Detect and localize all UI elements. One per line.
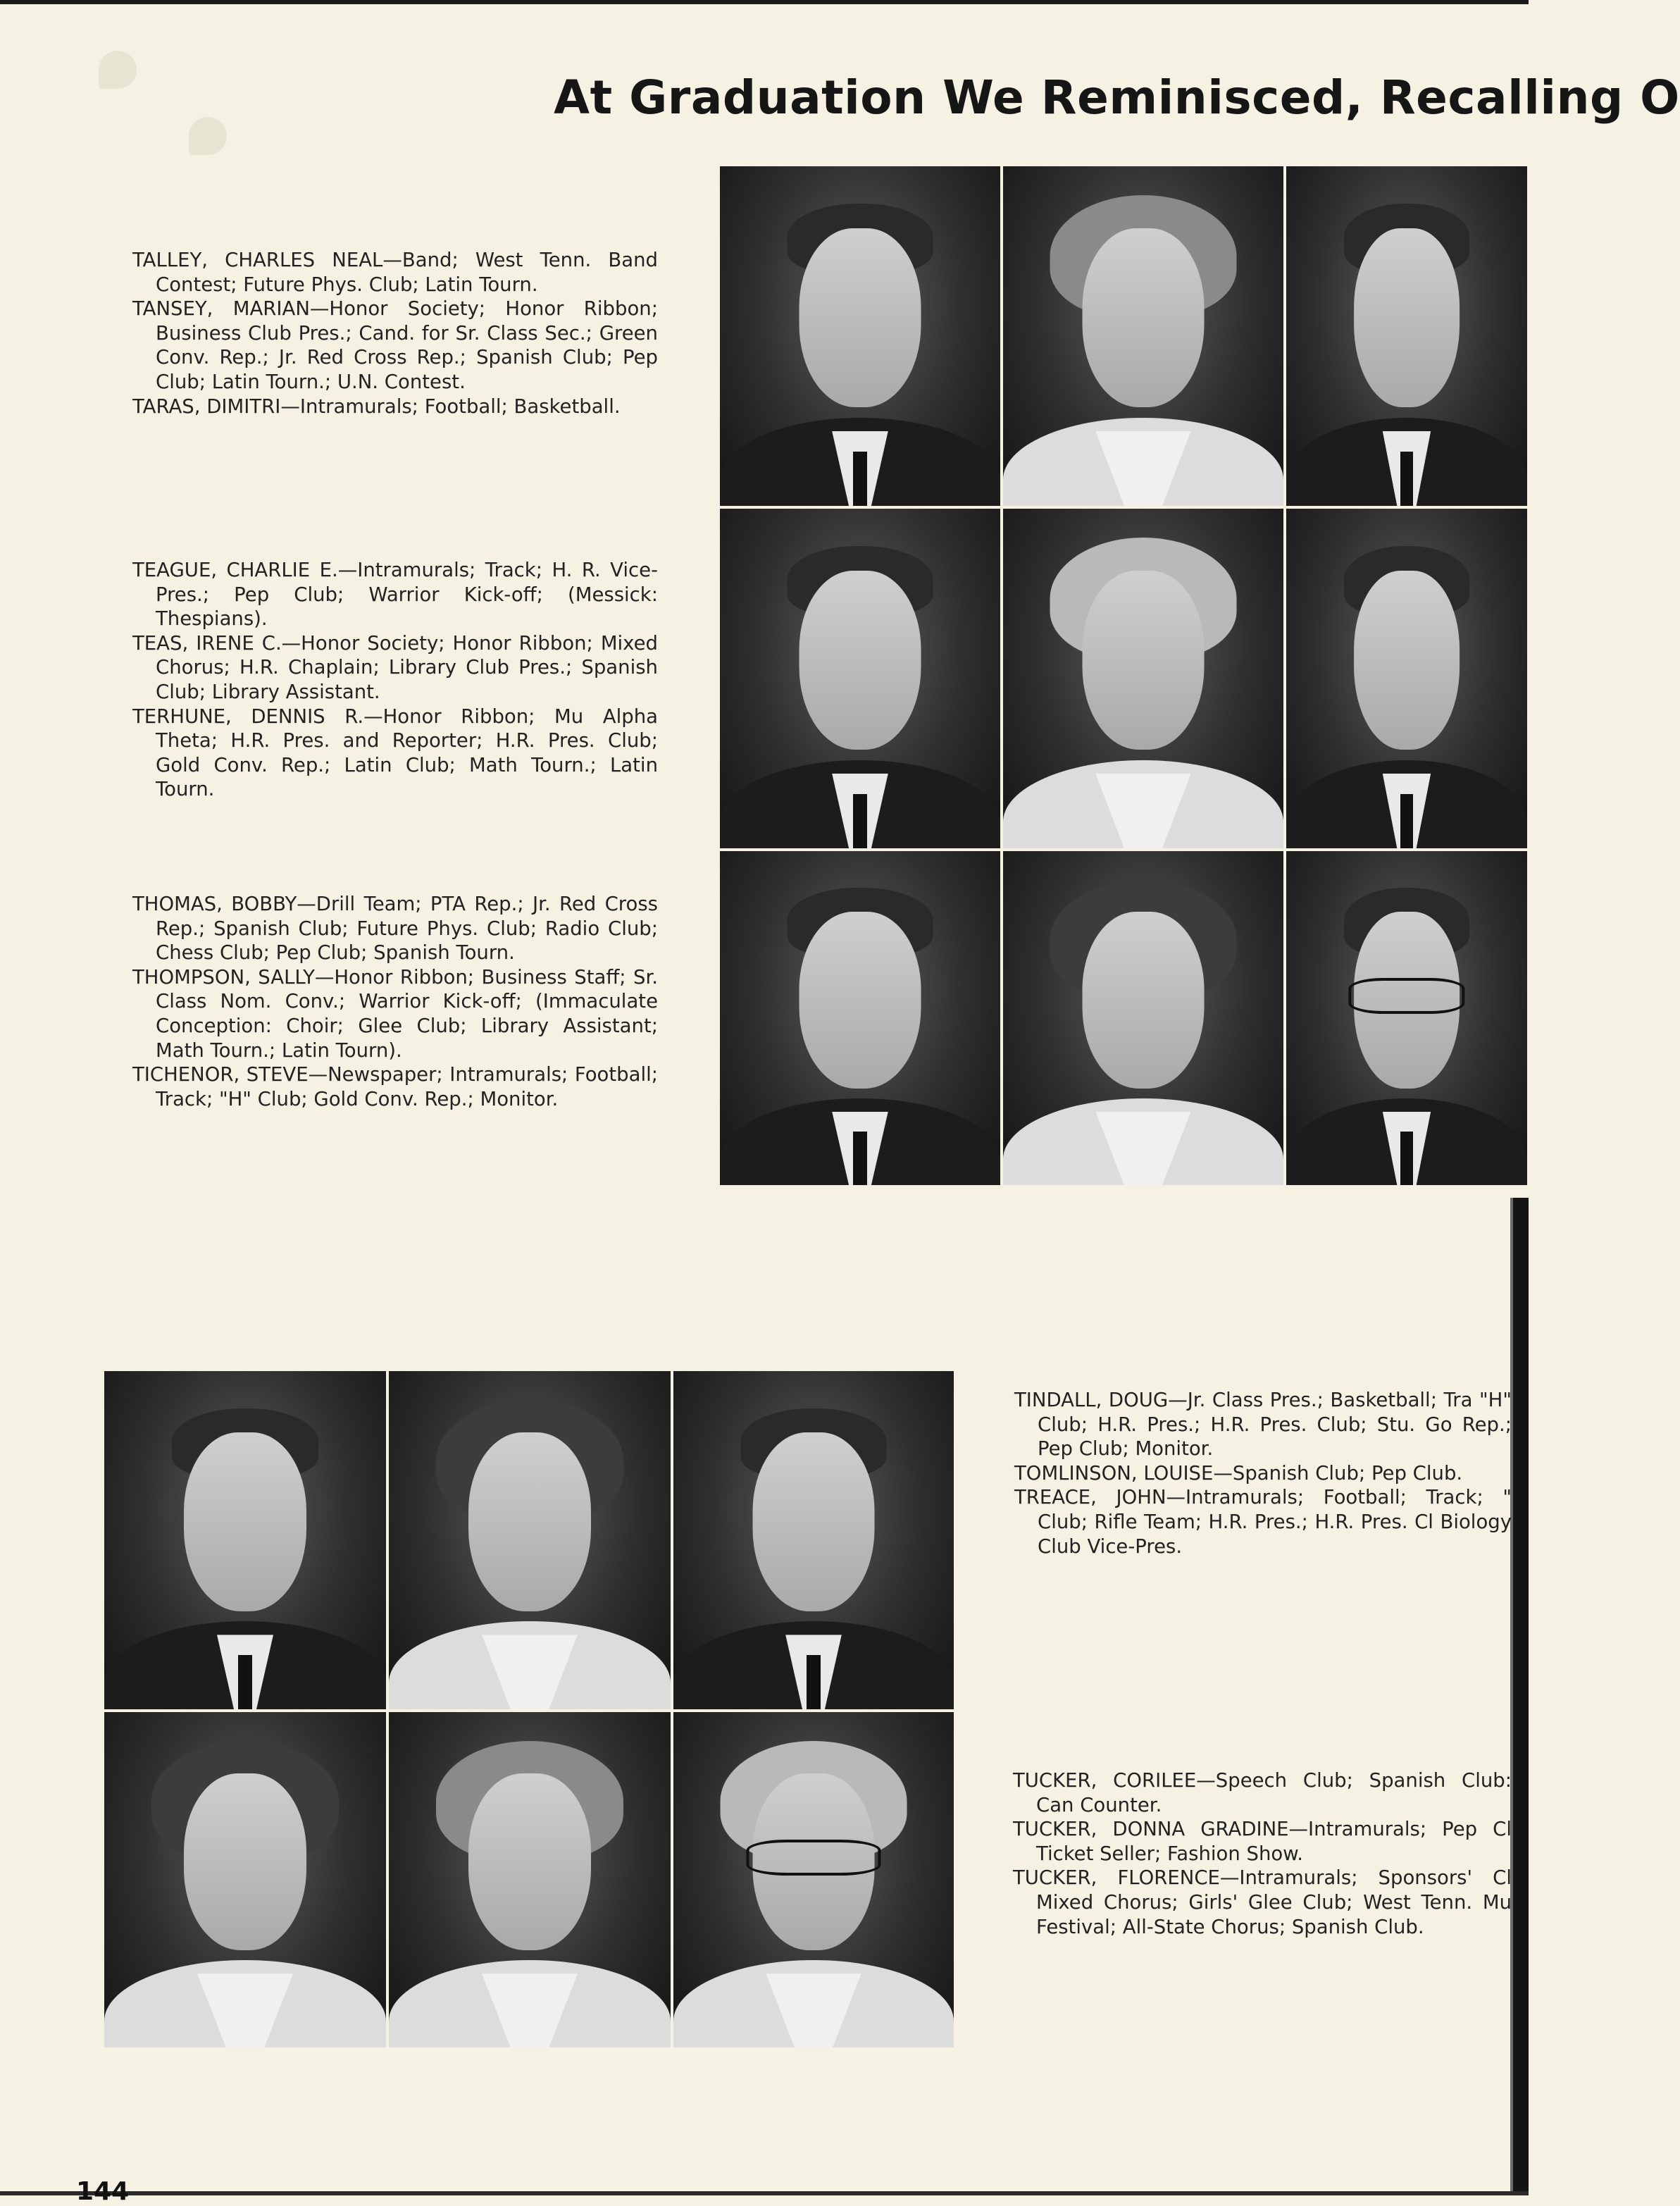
watermark-leaf-icon xyxy=(99,51,137,89)
student-entry: TALLEY, CHARLES NEAL—Band; West Tenn. Band Contest; Future Phys. Club; Latin Tourn. xyxy=(132,249,658,296)
photo-grid-top xyxy=(720,166,1527,1185)
student-photo xyxy=(1003,851,1283,1185)
student-photo xyxy=(673,1371,954,1709)
page-number: 144 xyxy=(76,2177,130,2206)
student-photo xyxy=(673,1712,954,2047)
entries-row-4 xyxy=(1014,1388,1512,1559)
entries-row-3 xyxy=(132,892,658,1111)
photo-grid-bottom xyxy=(104,1371,957,2047)
student-entry: TICHENOR, STEVE—Newspaper; Intramurals; Football; Track; "H" Club; Gold Conv. Rep.; Monitor. xyxy=(132,1063,658,1110)
entries-row-5 xyxy=(1013,1768,1512,1939)
watermark-leaf-icon xyxy=(189,117,227,155)
student-photo xyxy=(1003,509,1283,848)
student-entry: TARAS, DIMITRI—Intramurals; Football; Basketball. xyxy=(132,395,621,418)
entries-row-2 xyxy=(132,558,658,802)
student-entry: TUCKER, DONNA GRADINE—Intramurals; Pep Cl Ticket Seller; Fashion Show. xyxy=(1013,1818,1512,1865)
student-entry: TREACE, JOHN—Intramurals; Football; Track; " Club; Rifle Team; H.R. Pres.; H.R. Pres. Cl Biology Club Vice-Pres. xyxy=(1014,1486,1512,1558)
student-entry: TUCKER, FLORENCE—Intramurals; Sponsors' Cl Mixed Chorus; Girls' Glee Club; West Tenn. Mu Festival; All-State Chorus; Spanish Club. xyxy=(1013,1866,1512,1938)
eyeglasses-icon xyxy=(1348,978,1464,1014)
eyeglasses-icon xyxy=(746,1840,881,1876)
student-photo xyxy=(720,851,1000,1185)
student-photo xyxy=(389,1712,671,2047)
student-entry: TOMLINSON, LOUISE—Spanish Club; Pep Club. xyxy=(1014,1461,1463,1485)
student-entry: THOMAS, BOBBY—Drill Team; PTA Rep.; Jr. Red Cross Rep.; Spanish Club; Future Phys. Club; Radio Club; Chess Club; Pep Club; Spanish Tourn. xyxy=(132,893,658,965)
student-photo xyxy=(389,1371,671,1709)
student-entry: TERHUNE, DENNIS R.—Honor Ribbon; Mu Alpha Theta; H.R. Pres. and Reporter; H.R. Pres. Club; Gold Conv. Rep.; Latin Club; Math Tourn.; Latin Tourn. xyxy=(132,705,658,801)
student-entry: TANSEY, MARIAN—Honor Society; Honor Ribbon; Business Club Pres.; Cand. for Sr. Class Sec.; Green Conv. Rep.; Jr. Red Cross Rep.; Spanish Club; Pep Club; Latin Tourn.; U.N. Contest. xyxy=(132,297,658,393)
student-photo xyxy=(720,166,1000,506)
student-photo xyxy=(720,509,1000,848)
student-entry: TEAGUE, CHARLIE E.—Intramurals; Track; H. R. Vice-Pres.; Pep Club; Warrior Kick-off; (Messick: Thespians). xyxy=(132,559,658,631)
entries-row-1 xyxy=(132,248,658,419)
top-border xyxy=(0,0,1529,4)
student-entry: TUCKER, CORILEE—Speech Club; Spanish Club: Can Counter. xyxy=(1013,1769,1512,1816)
student-entry: TEAS, IRENE C.—Honor Society; Honor Ribbon; Mixed Chorus; H.R. Chaplain; Library Club Pres.; Spanish Club; Library Assistant. xyxy=(132,631,658,703)
student-photo xyxy=(1003,166,1283,506)
binding-edge xyxy=(1513,1198,1529,2195)
page-title: At Graduation We Reminisced, Recalling O xyxy=(554,70,1680,125)
student-photo xyxy=(1286,509,1527,848)
student-photo xyxy=(1286,851,1527,1185)
student-entry: TINDALL, DOUG—Jr. Class Pres.; Basketball; Tra "H" Club; H.R. Pres.; H.R. Pres. Club; Stu. Go Rep.; Pep Club; Monitor. xyxy=(1014,1389,1512,1461)
student-entry: THOMPSON, SALLY—Honor Ribbon; Business Staff; Sr. Class Nom. Conv.; Warrior Kick-off; (Immaculate Conception: Choir; Glee Club; Library Assistant; Math Tourn.; Latin Tourn). xyxy=(132,965,658,1062)
student-photo xyxy=(104,1371,386,1709)
bottom-border xyxy=(0,2191,1529,2195)
student-photo xyxy=(1286,166,1527,506)
student-photo xyxy=(104,1712,386,2047)
